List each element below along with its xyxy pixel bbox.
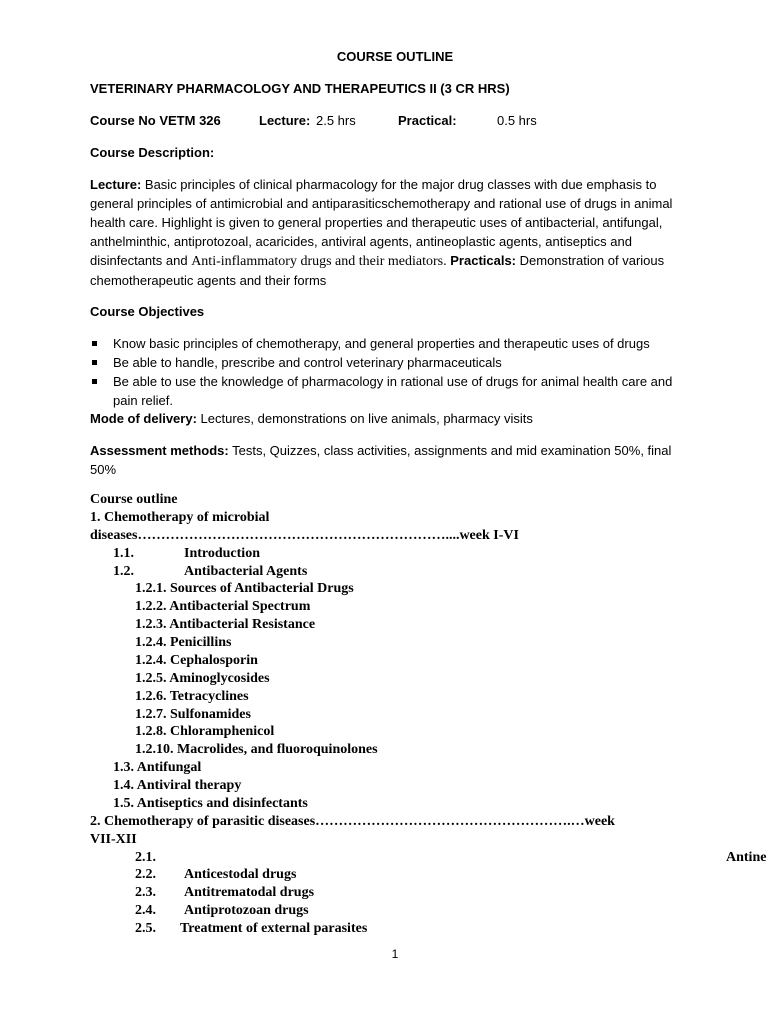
- delivery-label: Mode of delivery:: [90, 411, 197, 426]
- outline-item-number: 2.1.: [135, 850, 156, 865]
- outline-item-number: 2.2.: [135, 867, 156, 882]
- outline-subitem: 1.2.5. Aminoglycosides: [135, 671, 270, 686]
- outline-item-2-2: Anticestodal drugs: [184, 867, 297, 882]
- outline-item-1-3: 1.3. Antifungal: [113, 760, 202, 775]
- outline-item-number: 2.3.: [135, 885, 156, 900]
- delivery-mode: [90, 409, 700, 428]
- outline-subitem: 1.2.6. Tetracyclines: [135, 689, 249, 704]
- outline-subitem: 1.2.10. Macrolides, and fluoroquinolones: [135, 742, 378, 757]
- assessment-label: Assessment methods:: [90, 443, 229, 458]
- course-description: [90, 175, 700, 290]
- lecture-value: 2.5 hrs: [316, 113, 356, 128]
- description-lecture-text: Basic principles of clinical pharmacology for the major drug classes with due emphasis to general principles of antimicrobial and antiparasiticschemotherapy and rational use of drugs in animal health care. Highlight is given to general properties and therapeutic uses of antibacterial, antifungal, anthelminthic, antiprotozoal, acaricides, antiviral agents, antineoplastic agents, antiseptics and disinfectants and: [90, 177, 673, 268]
- bullet-square-icon: [92, 341, 97, 346]
- outline-subitem: 1.2.7. Sulfonamides: [135, 707, 251, 722]
- outline-section-1-week: diseases…………………………………………………………....week I-VI: [90, 528, 519, 543]
- description-lecture-label: Lecture:: [90, 177, 142, 192]
- outline-item-1-1: Introduction: [184, 546, 260, 561]
- assessment-methods: [90, 441, 700, 479]
- delivery-text: Lectures, demonstrations on live animals, pharmacy visits: [196, 411, 533, 426]
- outline-item-number: 1.1.: [113, 546, 134, 561]
- outline-section-2: 2. Chemotherapy of parasitic diseases……………………………………………….…week: [90, 814, 615, 829]
- outline-item-2-5: Treatment of external parasites: [180, 921, 368, 936]
- outline-subitem: 1.2.3. Antibacterial Resistance: [135, 617, 316, 632]
- assessment-text: Tests, Quizzes, class activities, assignments and mid examination 50%, final 50%: [90, 443, 672, 477]
- list-item: Be able to handle, prescribe and control veterinary pharmaceuticals: [90, 353, 700, 372]
- outline-subitem: 1.2.4. Cephalosporin: [135, 653, 258, 668]
- objectives-list: [90, 334, 700, 410]
- outline-item-1-5: 1.5. Antiseptics and disinfectants: [113, 796, 308, 811]
- outline-item-2-3: Antitrematodal drugs: [184, 885, 315, 900]
- outline-item-2-4: Antiprotozoan drugs: [184, 903, 309, 918]
- course-title: VETERINARY PHARMACOLOGY AND THERAPEUTICS II (3 CR HRS): [90, 81, 510, 96]
- outline-item-1-2: Antibacterial Agents: [184, 564, 308, 579]
- list-item: Know basic principles of chemotherapy, and general properties and therapeutic uses of drugs: [90, 334, 700, 353]
- course-number: Course No VETM 326: [90, 113, 221, 128]
- practical-value: 0.5 hrs: [497, 113, 537, 128]
- outline-heading: Course outline: [90, 492, 178, 507]
- outline-subitem: 1.2.4. Penicillins: [135, 635, 232, 650]
- lecture-label: Lecture:: [259, 113, 311, 128]
- description-practical-label: Practicals:: [446, 253, 517, 268]
- outline-item-number: 2.4.: [135, 903, 156, 918]
- outline-subitem: 1.2.8. Chloramphenicol: [135, 724, 275, 739]
- bullet-square-icon: [92, 379, 97, 384]
- outline-subitem: 1.2.1. Sources of Antibacterial Drugs: [135, 581, 354, 596]
- outline-item-number: 2.5.: [135, 921, 156, 936]
- description-lecture-tail: Anti-inflammatory drugs and their mediators.: [191, 254, 447, 269]
- outline-item-number: 1.2.: [113, 564, 134, 579]
- outline-subitem: 1.2.2. Antibacterial Spectrum: [135, 599, 311, 614]
- list-item: Be able to use the knowledge of pharmacology in rational use of drugs for animal health care and pain relief.: [90, 372, 700, 410]
- page-heading: COURSE OUTLINE: [336, 49, 454, 64]
- outline-item-2-1: Antine: [726, 850, 767, 865]
- bullet-square-icon: [92, 360, 97, 365]
- outline-section-1: 1. Chemotherapy of microbial: [90, 510, 270, 525]
- practical-label: Practical:: [398, 113, 457, 128]
- description-heading: Course Description:: [90, 145, 215, 160]
- description-practical-text: Demonstration of various chemotherapeutic agents and their forms: [90, 253, 665, 288]
- page-number: 1: [391, 947, 399, 961]
- outline-section-2-week: VII-XII: [90, 832, 137, 847]
- objectives-heading: Course Objectives: [90, 304, 205, 319]
- outline-item-1-4: 1.4. Antiviral therapy: [113, 778, 242, 793]
